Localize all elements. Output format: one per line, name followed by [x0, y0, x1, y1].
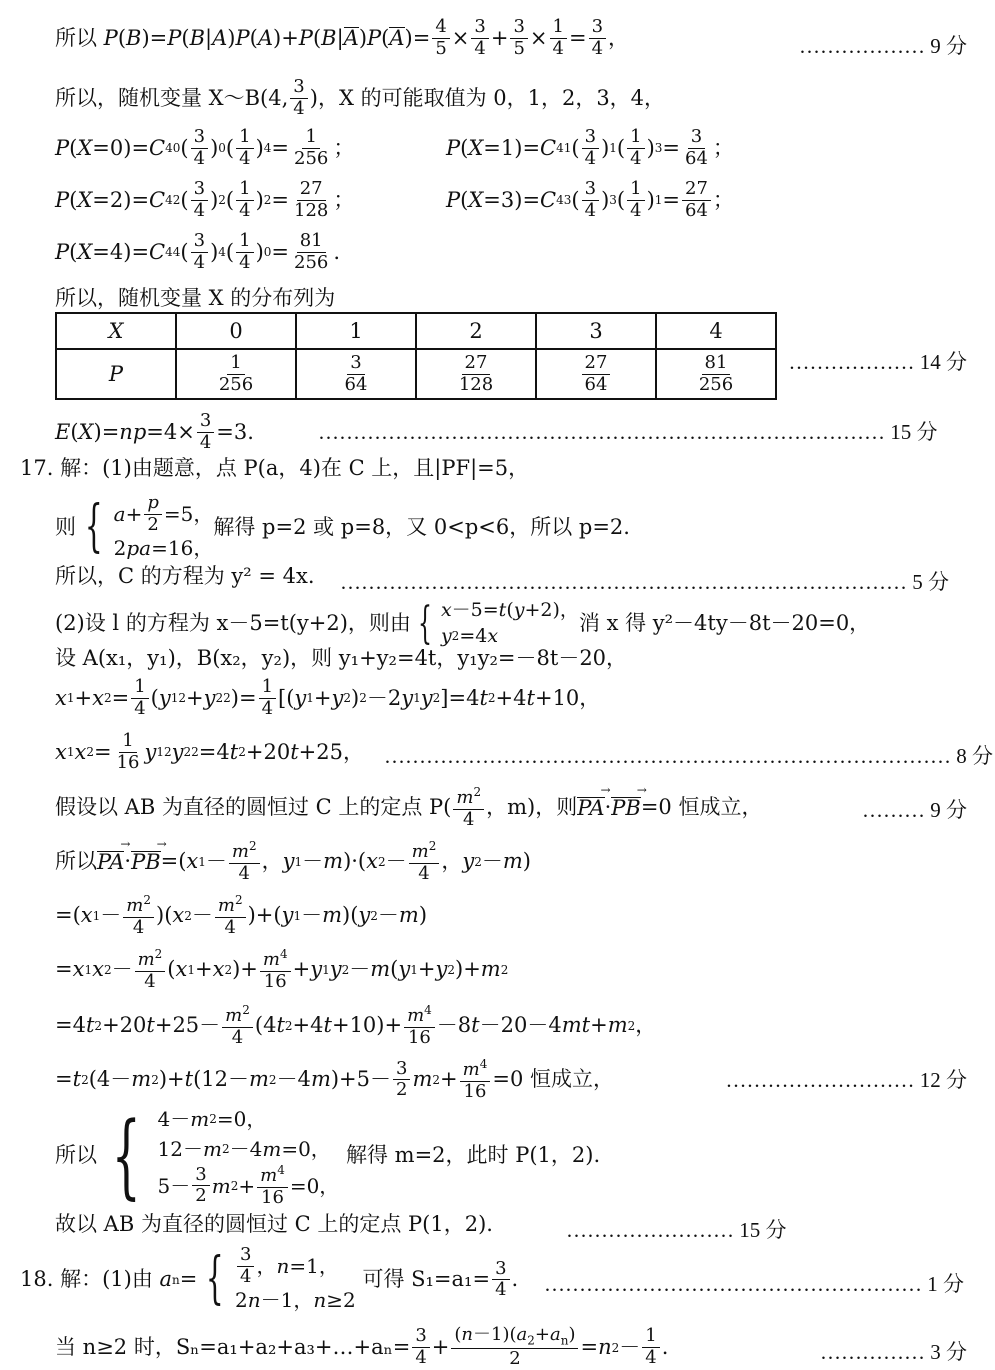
text: 所以 — [55, 1143, 97, 1168]
score-12: ……………………… 12 分 — [725, 1068, 967, 1092]
text: ，m)，则 — [486, 795, 578, 820]
table-cell: P — [56, 349, 176, 399]
q17-assume: 假设以 AB 为直径的圆恒过 C 上的定点 P( $\frac{m^2}{4}$ ，m)，则 PA → · PB → =0 恒成立， — [55, 786, 762, 830]
line-px3: P ( X =3)= C 4 3 ( $\frac{3}{4}$ ) 3 ( $\frac{1}{4}$ ) 1 = $\frac{27}{64}$ ； — [446, 178, 734, 221]
q17-dot5: = t 2 (4－ m 2 )+ t (12－ m 2 －4 m )+5－ $\frac{3}{2}$ m 2 + $\frac{m^4}{16}$ =0 恒成立， — [55, 1057, 614, 1102]
table-cell: 2 — [416, 313, 536, 349]
q17-system: 则 { a + $\frac{p}{2}$ =5， 2 pa =16， 解得 p=2 或 p=8，又 0<p<6，所以 p=2. — [55, 492, 630, 560]
q17-sys-m: 所以 { 4－ m 2 =0， 12－ m 2 －4 m =0， 5－ $\frac{3}{2}$ m 2 + $\frac{m^4}{16}$ =0， 解得 m=2，此时 P(1，2). — [55, 1102, 601, 1210]
score-9-a: ……………… 9 分 — [799, 34, 967, 58]
q17-dot4: =4 t 2 +20 t +25－ $\frac{m^2}{4}$ (4 t 2 +4 t +10)+ $\frac{m^4}{16}$ －8 t －20－4 mt + m 2 ， — [55, 1003, 657, 1048]
line-px0: P ( X =0)= C 4 0 ( $\frac{3}{4}$ ) 0 ( $\frac{1}{4}$ ) 4 = $\frac{1}{256}$ ； — [55, 126, 355, 169]
score-15-a: ……………………………………………………………………… 15 分 — [318, 420, 938, 444]
score-9-b: ……… 9 分 — [862, 798, 967, 822]
text: 假设以 AB 为直径的圆恒过 C 上的定点 P( — [55, 795, 452, 820]
score-15-b: …………………… 15 分 — [566, 1218, 787, 1242]
table-cell: $\frac{81}{256}$ — [656, 349, 776, 399]
table-cell: $\frac{27}{128}$ — [416, 349, 536, 399]
q17-sumx: x 1 + x 2 = $\frac{1}{4}$ ( y 1 2 + y 2 2 )= $\frac{1}{4}$ [( y 1 + y 2 ) 2 －2 y 1 y 2 ]=4 t 2 +4 t +10， — [55, 676, 601, 719]
score-14: ……………… 14 分 — [788, 350, 967, 374]
q17-intro: 17. 解：(1)由题意，点 P(a，4)在 C 上，且|PF|=5， — [20, 456, 530, 480]
table-cell: 1 — [296, 313, 416, 349]
q17-conclude: 故以 AB 为直径的圆恒过 C 上的定点 P(1，2). — [55, 1212, 493, 1236]
text: 则 — [55, 515, 76, 540]
text: 可得 S₁=a₁= — [362, 1267, 491, 1292]
line-px2: P ( X =2)= C 4 2 ( $\frac{3}{4}$ ) 2 ( $\frac{1}{4}$ ) 2 = $\frac{27}{128}$ ； — [55, 178, 355, 221]
text: 所以 — [55, 849, 97, 874]
table-cell: 3 — [536, 313, 656, 349]
table-cell: $\frac{3}{64}$ — [296, 349, 416, 399]
q17-dot3: = x 1 x 2 － $\frac{m^2}{4}$ ( x 1 + x 2 )+ $\frac{m^4}{16}$ + y 1 y 2 － m ( y 1 + y 2 )+ m 2 — [55, 947, 509, 992]
line-binomial: 所以，随机变量 X～B(4, $\frac{3}{4}$ )，X 的可能取值为 0，1，2，3，4， — [55, 76, 666, 119]
distribution-table — [55, 312, 777, 400]
score-8: ……………………………………………………………………… 8 分 — [384, 744, 993, 768]
table-cell: $\frac{1}{256}$ — [176, 349, 296, 399]
dist-title: 所以，随机变量 X 的分布列为 — [55, 286, 336, 310]
line-ex: E ( X )= np =4× $\frac{3}{4}$ =3. — [55, 410, 254, 453]
q18-when: 当 n≥2 时，Sₙ=a₁+a₂+a₃+…+aₙ= $\frac{3}{4}$ + $\frac{(n-1)(a_2+a_n)}{2}$ = n 2 － $\frac{1}{4}$ . — [55, 1324, 669, 1370]
q17-setA: 设 A(x₁，y₁)，B(x₂，y₂)，则 y₁+y₂=4t，y₁y₂=－8t－20， — [55, 646, 628, 670]
text: 18. 解：(1)由 — [20, 1267, 153, 1292]
table-row — [56, 349, 776, 399]
table-cell: 4 — [656, 313, 776, 349]
table-row — [56, 313, 776, 349]
score-3: …………… 3 分 — [820, 1340, 967, 1364]
text: 所以，随机变量 X～B(4, — [55, 85, 289, 110]
table-cell: $\frac{27}{64}$ — [536, 349, 656, 399]
q17-dot2: =( x 1 － $\frac{m^2}{4}$ )( x 2 － $\frac{m^2}{4}$ )+( y 1 － m )( y 2 － m ) — [55, 893, 428, 938]
q17-dot1: 所以 PA → · PB → =( x 1 － $\frac{m^2}{4}$ ， y 1 － m )·( x 2 － $\frac{m^2}{4}$ ， y 2 － m ) — [55, 840, 531, 884]
text: 当 n≥2 时，Sₙ=a₁+a₂+a₃+…+aₙ= — [55, 1335, 411, 1360]
line-px4: P ( X =4)= C 4 4 ( $\frac{3}{4}$ ) 4 ( $\frac{1}{4}$ ) 0 = $\frac{81}{256}$ . — [55, 230, 341, 273]
text: 所以 — [55, 25, 97, 50]
q17-eq: 所以，C 的方程为 y² = 4x. — [55, 564, 315, 588]
q17-prodx: x 1 x 2 = $\frac{1}{16}$ y 1 2 y 2 2 =4 t 2 +20 t +25， — [55, 730, 364, 773]
text: 解得 m=2，此时 P(1，2). — [346, 1143, 601, 1168]
text: (2)设 l 的方程为 x－5=t(y+2)，则由 — [55, 611, 411, 636]
q18-intro: 18. 解：(1)由 a n = { $\frac{3}{4}$ ， n =1， 2 n －1， n ≥2 可得 S₁=a₁= $\frac{3}{4}$ . — [20, 1244, 519, 1312]
table-cell: 0 — [176, 313, 296, 349]
score-5: ……………………………………………………………………… 5 分 — [340, 570, 949, 594]
text: )，X 的可能取值为 0，1，2，3，4， — [309, 85, 666, 110]
score-1: ……………………………………………… 1 分 — [544, 1272, 964, 1296]
q17-part2: (2)设 l 的方程为 x－5=t(y+2)，则由 { x －5= t ( y +2)， y 2 =4 x 消 x 得 y²－4ty－8t－20=0， — [55, 598, 871, 650]
text: 消 x 得 y²－4ty－8t－20=0， — [578, 611, 871, 636]
line-pb: 所以 P ( B )= P ( B | A ) P ( A )+ P ( B | A ) P ( A )= $\frac{4}{5}$ × $\frac{3}{4}$ + $\frac{3}{5}$ × $\frac{1}{4}$ = $\frac{3}{4}$ ， — [55, 16, 630, 59]
table-cell: X — [56, 313, 176, 349]
text: 解得 p=2 或 p=8，又 0<p<6，所以 p=2. — [213, 515, 630, 540]
line-px1: P ( X =1)= C 4 1 ( $\frac{3}{4}$ ) 1 ( $\frac{1}{4}$ ) 3 = $\frac{3}{64}$ ； — [446, 126, 734, 169]
text: =0 恒成立， — [640, 795, 763, 820]
